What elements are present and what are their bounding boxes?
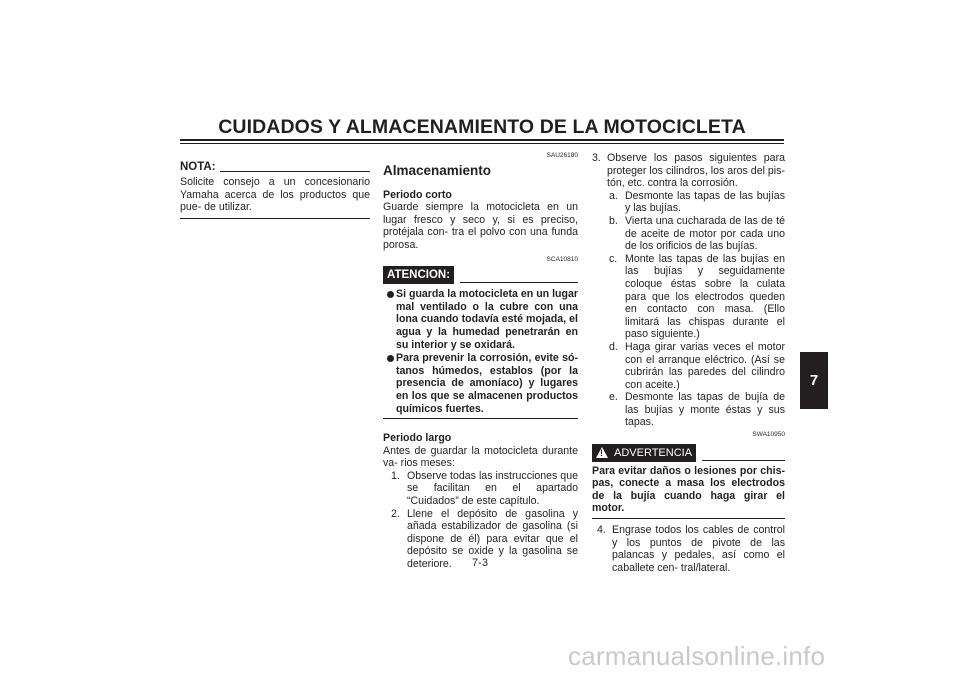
nota-header xyxy=(180,160,370,174)
section-title: Almacenamiento xyxy=(383,162,492,178)
bullet-icon xyxy=(387,291,394,298)
warning-label-box xyxy=(592,444,696,462)
step-text: Engrase todos los cables de control y los puntos de pivote de las palancas y pedales, así como el caballete cen- tral/lateral. xyxy=(612,524,785,574)
long-period-heading: Periodo largo xyxy=(383,432,452,445)
caution-bullet-1 xyxy=(383,288,578,351)
warning-label: ADVERTENCIA xyxy=(614,446,693,459)
step-text: Llene el depósito de gasolina y añada estabilizador de gasolina (si dispone de él) para evitar que el depósito se oxide y la gasolina se deteriore. xyxy=(407,507,578,571)
left-column xyxy=(180,160,370,219)
step-number: 4. xyxy=(597,524,606,537)
caution-header xyxy=(383,266,578,284)
caution-bullet-text: Si guarda la motocicleta en un lugar mal ventilado o la cubre con una lona cuando todavía esté mojada, el agua y la humedad penetrarán en su interior y se oxidará. xyxy=(396,288,578,351)
step-3 xyxy=(592,152,785,190)
nota-label: NOTA: xyxy=(180,161,216,174)
page-title: CUIDADOS Y ALMACENAMIENTO DE LA MOTOCICLETA xyxy=(218,116,746,138)
substep-c xyxy=(592,253,785,341)
warning-code: SWA10950 xyxy=(752,431,785,439)
warning-triangle-icon xyxy=(596,447,608,458)
long-period-intro: Antes de guardar la motocicleta durante va- rios meses: xyxy=(383,444,578,470)
short-period-heading: Periodo corto xyxy=(383,188,452,201)
caution-label: ATENCION: xyxy=(383,266,454,284)
step-4 xyxy=(592,524,785,574)
long-step-1 xyxy=(383,470,578,508)
substep-text: Haga girar varias veces el motor con el arranque eléctrico. (Así se cubrirán las paredes del cilindro con aceite.) xyxy=(625,340,785,391)
step-number: 3. xyxy=(592,152,601,164)
substep-letter: c. xyxy=(609,252,618,265)
substep-b xyxy=(592,215,785,253)
substep-letter: b. xyxy=(609,214,618,227)
substep-letter: d. xyxy=(609,340,618,353)
caution-end-rule xyxy=(383,418,578,419)
substep-text: Desmonte las tapas de las bujías y las bujías. xyxy=(625,189,785,215)
substep-e xyxy=(592,391,785,429)
watermark-text: carmanualsonline.info xyxy=(568,641,826,671)
nota-rule xyxy=(220,171,370,172)
step-text: Observe todas las instrucciones que se facilitan en el apartado “Cuidados” de este capítulo. xyxy=(407,469,578,508)
substep-letter: a. xyxy=(609,189,618,202)
section-code: SAU26180 xyxy=(546,152,578,159)
substep-d xyxy=(592,341,785,391)
substep-letter: e. xyxy=(609,391,618,404)
nota-text: Solicite consejo a un concesionario Yamaha acerca de los productos que pue- de utilizar. xyxy=(180,176,370,214)
caution-bullet-text: Para prevenir la corrosión, evite só- tanos húmedos, establos (por la presencia de amoníaco) y lugares en los que se almacenen productos químicos fuertes. xyxy=(396,352,578,415)
caution-code: SCA10810 xyxy=(546,255,578,263)
page-number: 7-3 xyxy=(472,557,488,569)
step-number: 2. xyxy=(391,507,400,520)
substep-text: Monte las tapas de las bujías en las bujías y seguidamente coloque éstas sobre la culata para que los electrodos queden en contacto con masa. (Ello limitará las chispas durante el paso siguiente.) xyxy=(625,252,785,341)
warning-text: Para evitar daños o lesiones por chis- pas, conecte a masa los electrodos de la bujía cuando haga girar el motor. xyxy=(592,464,785,515)
title-rule-bottom xyxy=(180,143,784,144)
warning-rule xyxy=(702,460,785,461)
nota-end-rule xyxy=(180,218,370,219)
chapter-tab[interactable]: 7 xyxy=(800,352,828,409)
bullet-icon xyxy=(387,355,394,362)
step-number: 1. xyxy=(391,469,400,482)
caution-rule xyxy=(460,282,578,283)
caution-bullet-2 xyxy=(383,352,578,415)
substep-a xyxy=(592,190,785,215)
substep-text: Desmonte las tapas de bujía de las bujías y monte éstas y sus tapas. xyxy=(625,391,785,429)
short-period-text: Guarde siempre la motocicleta en un lugar fresco y seco y, si es preciso, protéjala con- tra el polvo con una funda porosa. xyxy=(383,201,578,251)
warning-end-rule xyxy=(592,518,785,519)
right-column xyxy=(592,152,785,574)
warning-header xyxy=(592,444,785,462)
middle-column xyxy=(383,150,578,571)
substep-text: Vierta una cucharada de las de té de aceite de motor por cada uno de los orificios de las bujías. xyxy=(625,214,785,253)
title-rule-top xyxy=(180,139,784,141)
step-text: Observe los pasos siguientes para proteger los cilindros, los aros del pis- tón, etc. contra la corrosión. xyxy=(607,152,785,190)
